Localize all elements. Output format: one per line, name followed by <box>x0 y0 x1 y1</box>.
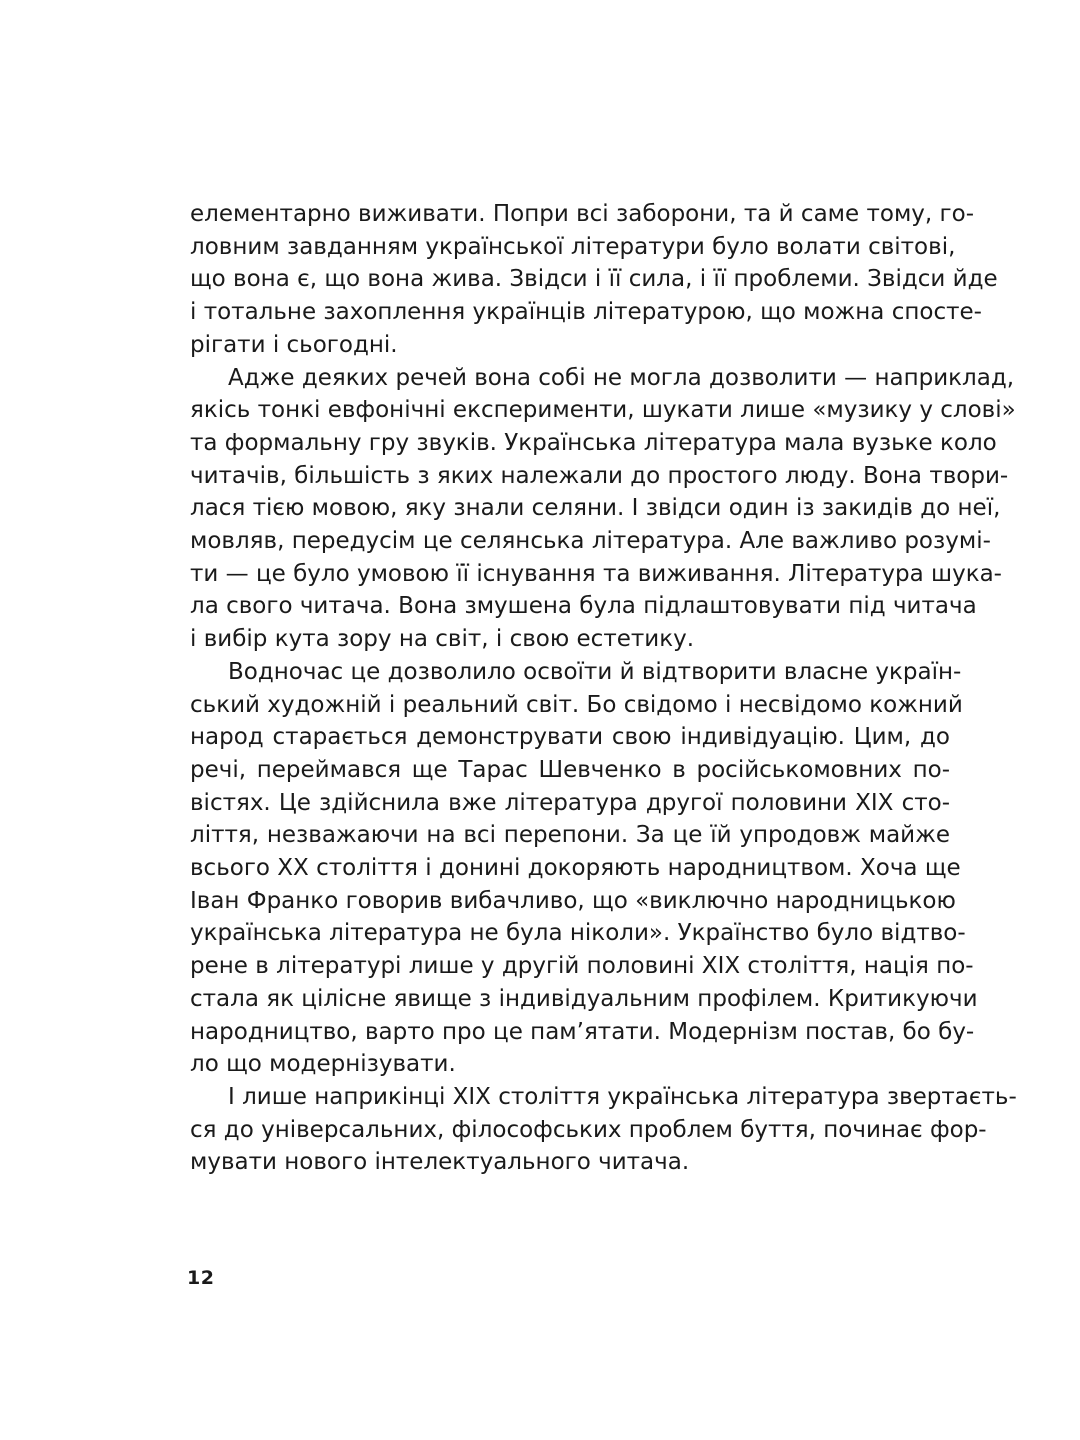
page-number: 12 <box>187 1267 215 1289</box>
text-line: українська література не була ніколи». Українство було відтво- <box>190 920 966 947</box>
text-line: та формальну гру звуків. Українська література мала вузьке коло <box>190 429 997 456</box>
text-line: ліття, незважаючи на всі перепони. За це їй упродовж майже <box>190 822 950 849</box>
text-line: речі, переймався ще Тарас Шевченко в російськомовних по- <box>190 756 950 783</box>
text-line: мовляв, передусім це селянська література. Але важливо розумі- <box>190 528 991 555</box>
text-line: і тотальне захоплення українців літературою, що можна спосте- <box>190 299 982 326</box>
text-line: рене в літературі лише у другій половині XIX століття, нація по- <box>190 953 974 980</box>
text-line: всього XX століття і донині докоряють народництвом. Хоча ще <box>190 855 961 882</box>
text-line: і вибір кута зору на світ, і свою естетику. <box>190 626 695 653</box>
text-line: ти — це було умовою її існування та виживання. Література шука- <box>190 560 1002 587</box>
text-line: І лише наприкінці XIX століття українська література звертаєть- <box>228 1083 1017 1110</box>
body-text <box>190 198 1017 1179</box>
text-line: читачів, більшість з яких належали до простого люду. Вона твори- <box>190 462 1009 489</box>
text-line: ловним завданням української літератури було волати світові, <box>190 233 956 260</box>
text-line: стала як цілісне явище з індивідуальним профілем. Критикуючи <box>190 985 978 1012</box>
text-line: Адже деяких речей вона собі не могла дозволити — наприклад, <box>228 364 1015 391</box>
text-line: Іван Франко говорив вибачливо, що «виключно народницькою <box>190 887 956 914</box>
text-line: Водночас це дозволило освоїти й відтворити власне україн- <box>228 658 962 685</box>
text-line: що вона є, що вона жива. Звідси і її сила, і її проблеми. Звідси йде <box>190 266 998 293</box>
text-line: ла свого читача. Вона змушена була підлаштовувати під читача <box>190 593 977 620</box>
text-line: лася тією мовою, яку знали селяни. І звідси один із закидів до неї, <box>190 495 1001 522</box>
text-line: ський художній і реальний світ. Бо свідомо і несвідомо кожний <box>190 691 963 718</box>
text-line: народництво, варто про це пам’ятати. Модернізм постав, бо бу- <box>190 1018 975 1045</box>
text-line: народ старається демонструвати свою індивідуацію. Цим, до <box>190 724 950 751</box>
text-line: рігати і сьогодні. <box>190 331 398 358</box>
text-line: ло що модернізувати. <box>190 1051 456 1078</box>
text-line: елементарно виживати. Попри всі заборони, та й саме тому, го- <box>190 201 974 227</box>
text-line: мувати нового інтелектуального читача. <box>190 1149 690 1176</box>
text-line: вістях. Це здійснила вже література другої половини XIX сто- <box>190 789 950 816</box>
text-line: ся до універсальних, філософських проблем буття, починає фор- <box>190 1116 987 1143</box>
text-line: якісь тонкі евфонічні експерименти, шукати лише «музику у слові» <box>190 397 1016 424</box>
